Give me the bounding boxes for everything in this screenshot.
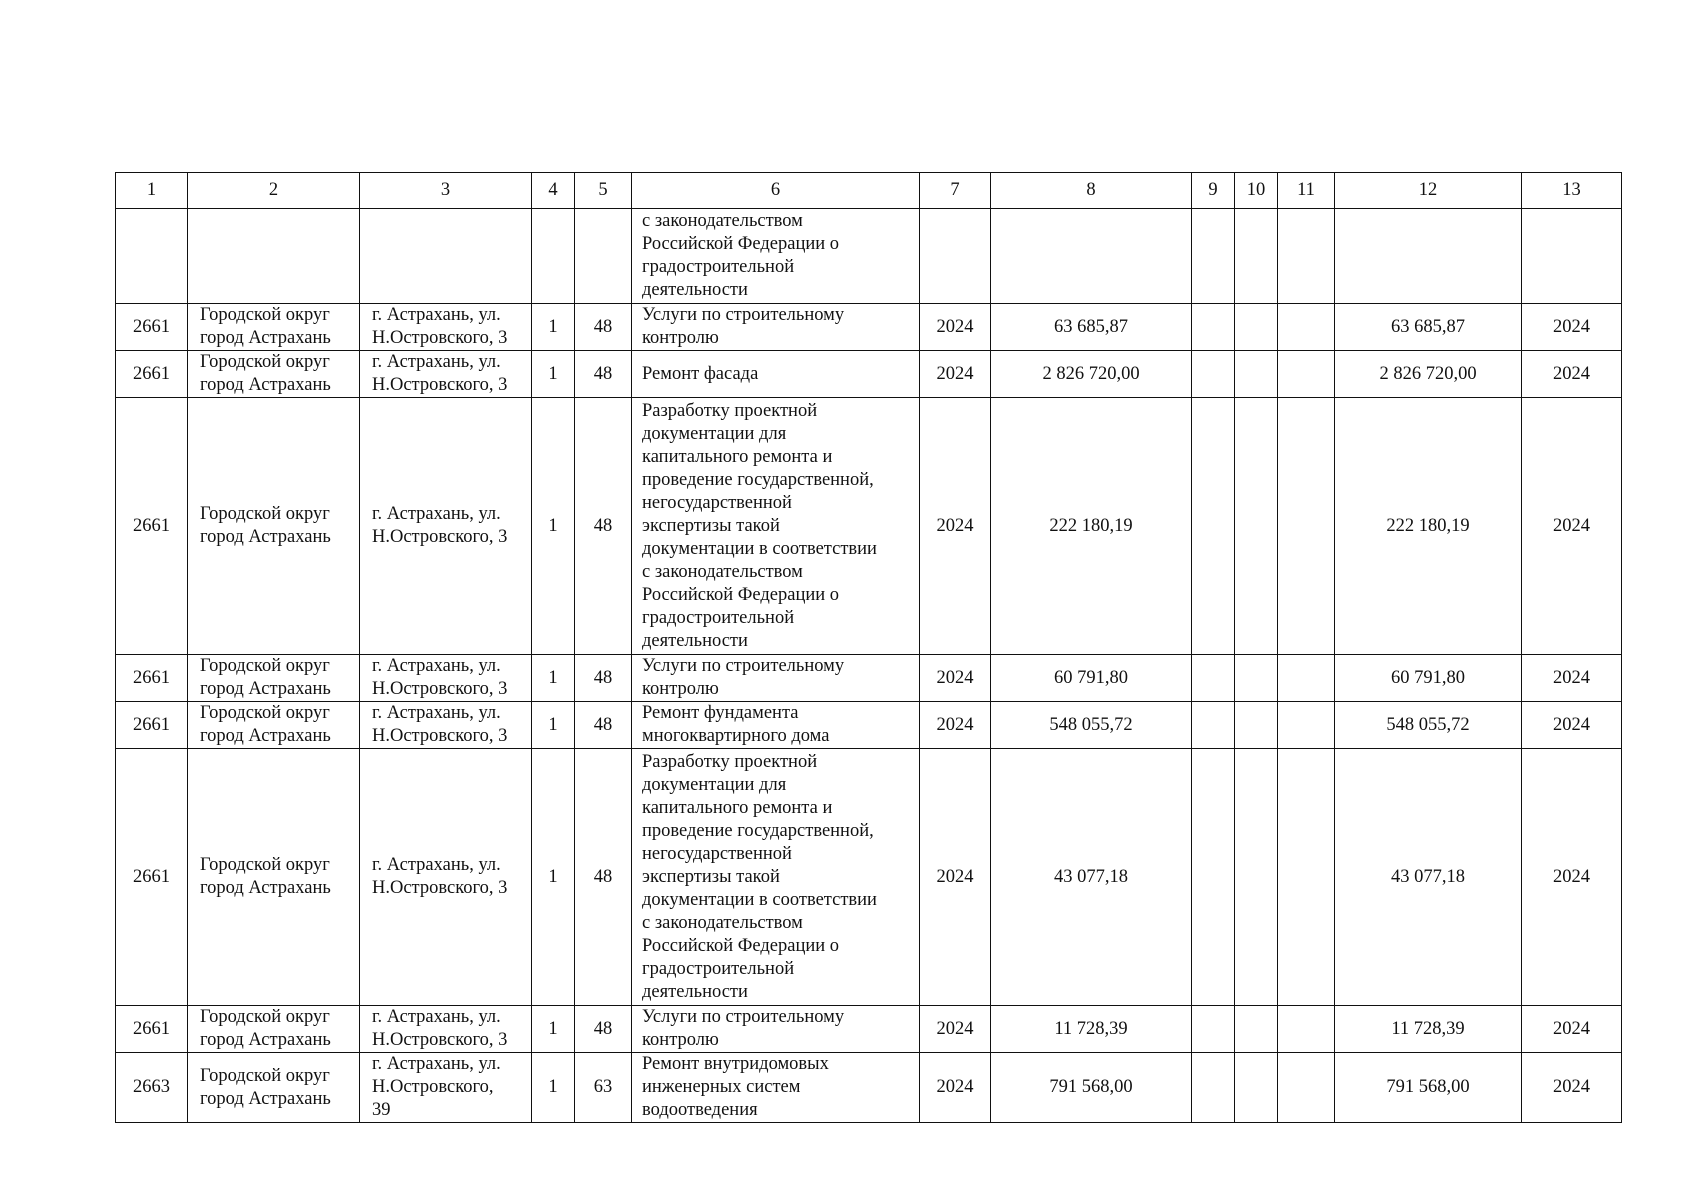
cell-col-5: 48 [575, 351, 632, 398]
column-number-9: 9 [1192, 173, 1235, 209]
cell-cost-total: 791 568,00 [1335, 1053, 1522, 1123]
cell-year-end: 2024 [1522, 351, 1622, 398]
cell-address: г. Астрахань, ул. Н.Островского, 3 [360, 351, 532, 398]
cell-municipality: Городской округ город Астрахань [188, 351, 360, 398]
header-row [116, 173, 1622, 209]
cell-col-11 [1278, 702, 1335, 749]
cell-col-4: 1 [532, 655, 575, 702]
cell-col-5: 48 [575, 749, 632, 1006]
cell-row-id: 2661 [116, 304, 188, 351]
cell-work-type: Ремонт внутридомовых инженерных систем водоотведения [632, 1053, 920, 1123]
cell-year-end: 2024 [1522, 749, 1622, 1006]
cell-col-4: 1 [532, 749, 575, 1006]
cell-address: г. Астрахань, ул. Н.Островского, 3 [360, 1006, 532, 1053]
cell-col-4 [532, 209, 575, 304]
cell-col-11 [1278, 655, 1335, 702]
cell-year: 2024 [920, 304, 991, 351]
cell-col-9 [1192, 209, 1235, 304]
cell-municipality: Городской округ город Астрахань [188, 1006, 360, 1053]
table-row [116, 351, 1622, 398]
cell-year-end: 2024 [1522, 398, 1622, 655]
cell-municipality: Городской округ город Астрахань [188, 655, 360, 702]
cell-work-type: Разработку проектной документации для капитального ремонта и проведение государственной, негосударственной экспертизы такой документации в соответствии с законодательством Российской Федерации о градостроительной деятельности [632, 749, 920, 1006]
cell-col-9 [1192, 304, 1235, 351]
cell-address [360, 209, 532, 304]
cell-municipality: Городской округ город Астрахань [188, 702, 360, 749]
column-number-10: 10 [1235, 173, 1278, 209]
cell-work-type: с законодательством Российской Федерации о градостроительной деятельности [632, 209, 920, 304]
cell-cost: 43 077,18 [991, 749, 1192, 1006]
cell-year: 2024 [920, 749, 991, 1006]
cell-col-5: 48 [575, 1006, 632, 1053]
table-row [116, 304, 1622, 351]
cell-row-id: 2661 [116, 655, 188, 702]
cell-cost-total [1335, 209, 1522, 304]
cell-cost-total: 11 728,39 [1335, 1006, 1522, 1053]
table-row [116, 749, 1622, 1006]
cell-cost: 60 791,80 [991, 655, 1192, 702]
cell-cost: 63 685,87 [991, 304, 1192, 351]
cell-work-type: Ремонт фундамента многоквартирного дома [632, 702, 920, 749]
cell-col-4: 1 [532, 398, 575, 655]
cell-col-9 [1192, 1053, 1235, 1123]
cell-year: 2024 [920, 351, 991, 398]
cell-municipality: Городской округ город Астрахань [188, 1053, 360, 1123]
cell-row-id: 2661 [116, 398, 188, 655]
table-row [116, 398, 1622, 655]
table-row [116, 1053, 1622, 1123]
table-header [116, 173, 1622, 209]
cell-col-4: 1 [532, 702, 575, 749]
cell-year: 2024 [920, 398, 991, 655]
cell-work-type: Разработку проектной документации для капитального ремонта и проведение государственной, негосударственной экспертизы такой документации в соответствии с законодательством Российской Федерации о градостроительной деятельности [632, 398, 920, 655]
table-body [116, 209, 1622, 1123]
column-number-1: 1 [116, 173, 188, 209]
cell-col-4: 1 [532, 1006, 575, 1053]
cell-cost: 548 055,72 [991, 702, 1192, 749]
cell-year: 2024 [920, 1053, 991, 1123]
cell-address: г. Астрахань, ул. Н.Островского, 3 [360, 749, 532, 1006]
cell-col-11 [1278, 749, 1335, 1006]
cell-work-type: Ремонт фасада [632, 351, 920, 398]
column-number-6: 6 [632, 173, 920, 209]
cell-col-9 [1192, 1006, 1235, 1053]
cell-year-end: 2024 [1522, 304, 1622, 351]
cell-col-5: 48 [575, 304, 632, 351]
cell-year-end: 2024 [1522, 1053, 1622, 1123]
cell-col-10 [1235, 351, 1278, 398]
cell-address: г. Астрахань, ул. Н.Островского, 3 [360, 655, 532, 702]
cell-address: г. Астрахань, ул. Н.Островского, 3 [360, 304, 532, 351]
cell-col-5: 48 [575, 655, 632, 702]
cell-col-11 [1278, 398, 1335, 655]
cell-col-4: 1 [532, 351, 575, 398]
works-table [115, 172, 1622, 1123]
cell-address: г. Астрахань, ул. Н.Островского, 39 [360, 1053, 532, 1123]
cell-cost-total: 548 055,72 [1335, 702, 1522, 749]
cell-cost-total: 43 077,18 [1335, 749, 1522, 1006]
cell-row-id: 2661 [116, 351, 188, 398]
cell-work-type: Услуги по строительному контролю [632, 1006, 920, 1053]
cell-row-id: 2661 [116, 1006, 188, 1053]
cell-work-type: Услуги по строительному контролю [632, 655, 920, 702]
column-number-7: 7 [920, 173, 991, 209]
cell-col-10 [1235, 1006, 1278, 1053]
column-number-5: 5 [575, 173, 632, 209]
cell-col-9 [1192, 351, 1235, 398]
cell-col-11 [1278, 351, 1335, 398]
cell-cost: 222 180,19 [991, 398, 1192, 655]
cell-col-10 [1235, 1053, 1278, 1123]
cell-year: 2024 [920, 1006, 991, 1053]
column-number-13: 13 [1522, 173, 1622, 209]
cell-col-10 [1235, 702, 1278, 749]
cell-col-10 [1235, 209, 1278, 304]
column-number-2: 2 [188, 173, 360, 209]
cell-cost [991, 209, 1192, 304]
cell-row-id [116, 209, 188, 304]
cell-col-11 [1278, 1006, 1335, 1053]
cell-address: г. Астрахань, ул. Н.Островского, 3 [360, 398, 532, 655]
table-row [116, 702, 1622, 749]
column-number-8: 8 [991, 173, 1192, 209]
cell-col-9 [1192, 702, 1235, 749]
table-row [116, 1006, 1622, 1053]
table-row [116, 209, 1622, 304]
cell-row-id: 2663 [116, 1053, 188, 1123]
cell-col-11 [1278, 209, 1335, 304]
cell-municipality: Городской округ город Астрахань [188, 398, 360, 655]
cell-col-5: 48 [575, 702, 632, 749]
cell-row-id: 2661 [116, 749, 188, 1006]
cell-col-5: 63 [575, 1053, 632, 1123]
cell-year-end [1522, 209, 1622, 304]
cell-col-9 [1192, 749, 1235, 1006]
cell-cost: 11 728,39 [991, 1006, 1192, 1053]
cell-year-end: 2024 [1522, 702, 1622, 749]
cell-work-type: Услуги по строительному контролю [632, 304, 920, 351]
cell-col-11 [1278, 1053, 1335, 1123]
cell-col-10 [1235, 749, 1278, 1006]
cell-cost-total: 222 180,19 [1335, 398, 1522, 655]
cell-year: 2024 [920, 702, 991, 749]
column-number-3: 3 [360, 173, 532, 209]
cell-year-end: 2024 [1522, 655, 1622, 702]
cell-municipality: Городской округ город Астрахань [188, 749, 360, 1006]
cell-col-9 [1192, 655, 1235, 702]
cell-col-11 [1278, 304, 1335, 351]
cell-municipality: Городской округ город Астрахань [188, 304, 360, 351]
cell-cost: 2 826 720,00 [991, 351, 1192, 398]
cell-year-end: 2024 [1522, 1006, 1622, 1053]
table-row [116, 655, 1622, 702]
cell-year: 2024 [920, 655, 991, 702]
column-number-11: 11 [1278, 173, 1335, 209]
cell-cost-total: 63 685,87 [1335, 304, 1522, 351]
cell-col-4: 1 [532, 304, 575, 351]
cell-address: г. Астрахань, ул. Н.Островского, 3 [360, 702, 532, 749]
cell-cost-total: 2 826 720,00 [1335, 351, 1522, 398]
cell-col-5 [575, 209, 632, 304]
cell-col-10 [1235, 398, 1278, 655]
cell-col-9 [1192, 398, 1235, 655]
cell-col-10 [1235, 304, 1278, 351]
column-number-12: 12 [1335, 173, 1522, 209]
cell-year [920, 209, 991, 304]
cell-row-id: 2661 [116, 702, 188, 749]
cell-cost-total: 60 791,80 [1335, 655, 1522, 702]
cell-col-5: 48 [575, 398, 632, 655]
cell-cost: 791 568,00 [991, 1053, 1192, 1123]
cell-col-4: 1 [532, 1053, 575, 1123]
cell-col-10 [1235, 655, 1278, 702]
column-number-4: 4 [532, 173, 575, 209]
cell-municipality [188, 209, 360, 304]
